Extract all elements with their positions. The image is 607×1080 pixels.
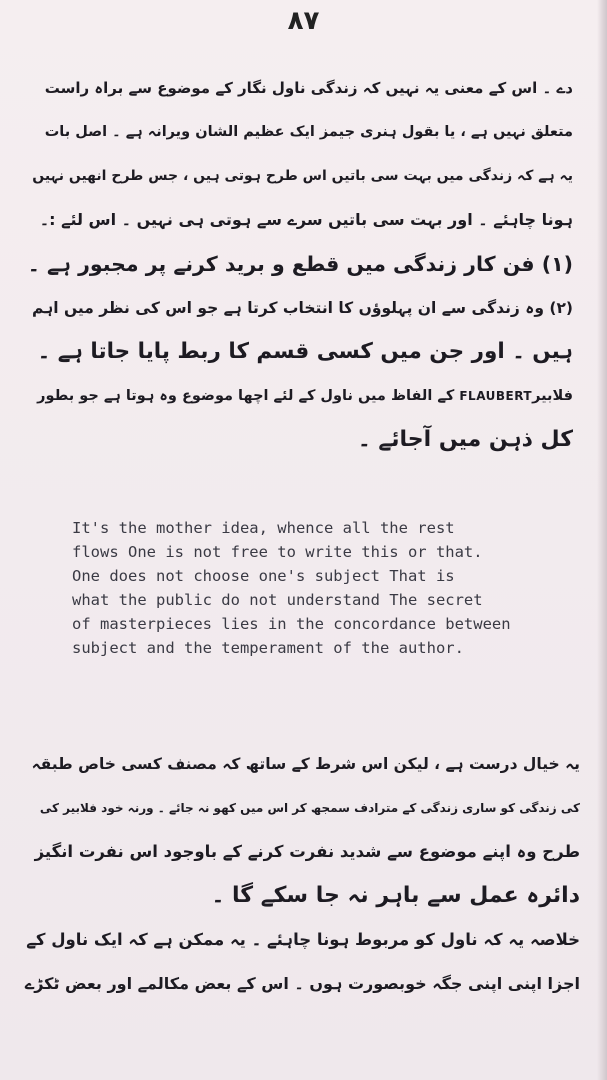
quote-line: It's the mother idea, whence all the rest	[72, 519, 455, 537]
list-item-2: (۲) وہ زندگی سے ان پہلوؤں کا انتخاب کرتا ہے جو اس کی نظر میں اہم	[32, 299, 573, 317]
text-line: کی زندگی کو ساری زندگی کے مترادف سمجھ کر اس میں کھو نہ جائے ۔ ورنہ خود فلابیر کی	[39, 801, 580, 815]
flaubert-line	[28, 374, 573, 418]
flaubert-line-rest: کے الفاظ میں ناول کے لئے اچھا موضوع وہ ہوتا ہے جو بطور	[37, 388, 455, 404]
text-line: خلاصہ یہ کہ ناول کو مربوط ہونا چاہئے ۔ یہ ممکن ہے کہ ایک ناول کے	[26, 930, 580, 949]
text-line: کل ذہن میں آجائے ۔	[357, 427, 573, 452]
quote-line: subject and the temperament of the author.	[72, 639, 464, 657]
flaubert-latin: FLAUBERT	[459, 389, 533, 403]
text-line: یہ خیال درست ہے ، لیکن اس شرط کے ساتھ کہ مصنف کسی خاص طبقہ	[31, 755, 580, 773]
page-number: ۸۷	[287, 6, 320, 36]
urdu-paragraph-2	[20, 742, 580, 1006]
text-line: ہونا چاہئے ۔ اور بہت سی باتیں سرے سے ہوتی ہی نہیں ۔ اس لئے :۔	[39, 210, 573, 229]
text-line: دائرہ عمل سے باہر نہ جا سکے گا ۔	[211, 883, 580, 908]
list-item-1: (۱) فن کار زندگی میں قطع و برید کرنے پر مجبور ہے ۔	[28, 252, 573, 276]
text-line: یہ ہے کہ زندگی میں بہت سی باتیں اس طرح ہوتی ہیں ، جس طرح انھیں نہیں	[32, 168, 573, 184]
quote-line: One does not choose one's subject That is	[72, 567, 455, 585]
quote-line: of masterpieces lies in the concordance between	[72, 615, 511, 633]
flaubert-urdu: فلابیر	[532, 388, 573, 404]
text-line: طرح وہ اپنے موضوع سے شدید نفرت کرنے کے باوجود اس نفرت انگیز	[34, 842, 580, 861]
page-edge	[597, 0, 607, 1080]
quote-line: what the public do not understand The secret	[72, 591, 483, 609]
urdu-paragraph-1	[28, 66, 573, 462]
text-line: ہیں ۔ اور جن میں کسی قسم کا ربط پایا جاتا ہے ۔	[37, 339, 573, 364]
text-line: اجزا اپنی اپنی جگہ خوبصورت ہوں ۔ اس کے بعض مکالمے اور بعض ٹکڑے	[24, 974, 580, 993]
quote-line: flows One is not free to write this or that.	[72, 543, 483, 561]
english-quote	[72, 516, 572, 660]
text-line: متعلق نہیں ہے ، یا بقول ہنری جیمز ایک عظیم الشان ویرانہ ہے ۔ اصل بات	[44, 124, 573, 140]
text-line: دے ۔ اس کے معنی یہ نہیں کہ زندگی ناول نگار کے موضوع سے براہ راست	[44, 79, 573, 97]
